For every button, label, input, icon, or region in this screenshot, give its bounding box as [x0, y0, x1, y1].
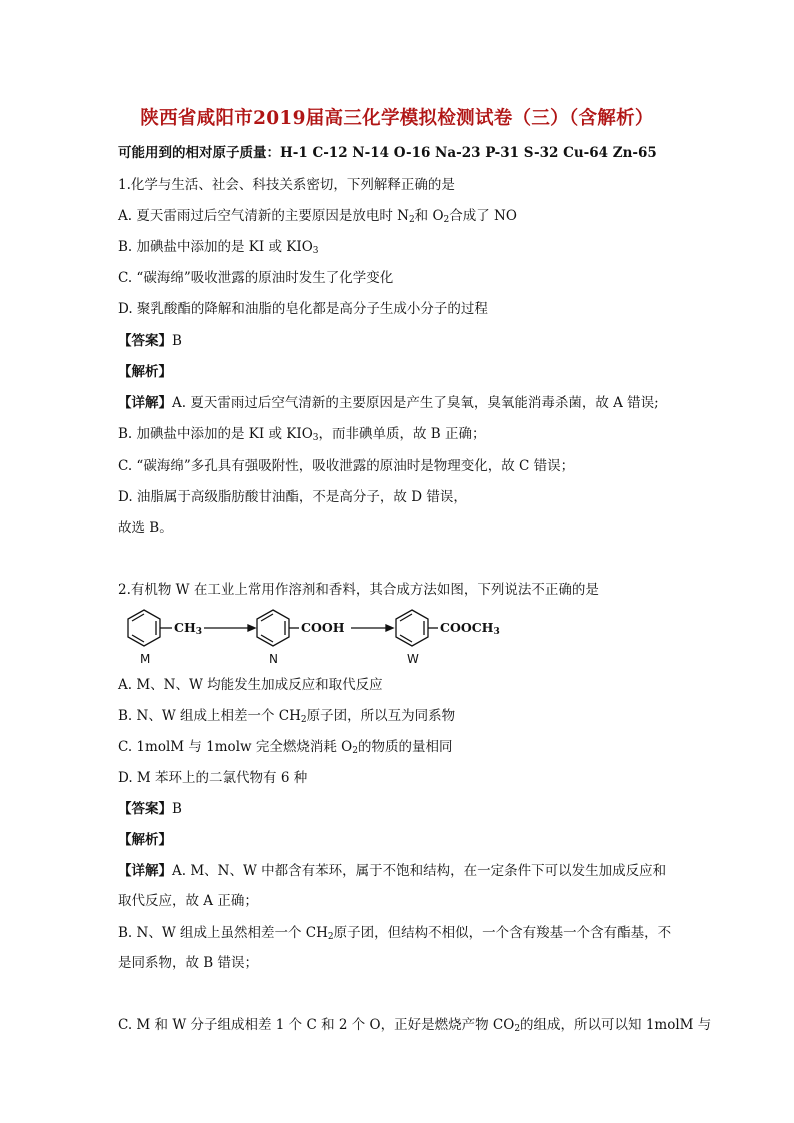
- atomic-mass-line: [118, 143, 657, 163]
- q2-explanation-a: [118, 856, 678, 916]
- subscript: 3: [312, 433, 319, 443]
- answer-value: B: [172, 801, 182, 817]
- answer-value: B: [172, 333, 182, 349]
- detail-tag: 【详解】: [118, 395, 172, 411]
- synthesis-scheme: [118, 606, 538, 666]
- atomic-mass-label: 可能用到的相对原子质量：: [118, 145, 280, 161]
- benzene-ring-w: [396, 610, 428, 646]
- q1-exp-a-text: A. 夏天雷雨过后空气清新的主要原因是产生了臭氧，臭氧能消毒杀菌，故 A 错误;: [172, 395, 659, 411]
- q2-explanation-c: [118, 1015, 711, 1035]
- q2-option-b: [118, 706, 455, 726]
- q2-option-b-text: B. N、W 组成上相差一个 CH: [118, 708, 301, 724]
- q1-conclusion: 故选 B。: [118, 520, 173, 536]
- q2-analysis-tag: 【解析】: [118, 832, 172, 848]
- q2-option-c: [118, 737, 452, 757]
- q1-explanation-b: [118, 424, 486, 444]
- subscript: 3: [312, 246, 319, 256]
- q2-exp-c-text: 的组成，所以可以知 1molM 与: [520, 1017, 712, 1033]
- detail-tag: 【详解】: [118, 863, 172, 879]
- q2-exp-b-text: B. N、W 组成上虽然相差一个 CH: [118, 925, 328, 941]
- q1-option-d: D. 聚乳酸酯的降解和油脂的皂化都是高分子生成小分子的过程: [118, 301, 488, 317]
- q1-analysis-tag: 【解析】: [118, 364, 172, 380]
- q1-option-c: C. “碳海绵”吸收泄露的原油时发生了化学变化: [118, 270, 394, 286]
- benzene-ring-m: [128, 610, 160, 646]
- q2-option-b-text: 原子团，所以互为同系物: [306, 708, 456, 724]
- q1-stem: 1.化学与生活、社会、科技关系密切，下列解释正确的是: [118, 177, 455, 193]
- q2-option-c-text: C. 1molM 与 1molw 完全燃烧消耗 O: [118, 739, 353, 755]
- subscript: 2: [327, 932, 334, 942]
- m-substituent: $CH_3$: [174, 620, 203, 637]
- subscript: 2: [408, 215, 415, 225]
- q1-exp-b-text: B. 加碘盐中添加的是 KI 或 KIO: [118, 426, 313, 442]
- q1-explanation-c: C. “碳海绵”多孔具有强吸附性，吸收泄露的原油时是物理变化，故 C 错误；: [118, 458, 575, 474]
- q1-option-b: [118, 237, 319, 257]
- q1-explanation-a: [118, 393, 659, 413]
- q2-option-d: D. M 苯环上的二氯代物有 6 种: [118, 770, 308, 786]
- subscript: 2: [300, 715, 307, 725]
- q2-explanation-b: [118, 918, 678, 978]
- q2-stem: 2.有机物 W 在工业上常用作溶剂和香料，其合成方法如图，下列说法不正确的是: [118, 582, 599, 598]
- q2-exp-b-text: 原子团，但结构不相似，一个含有羧基一个含有酯基，不是同系物，故 B 错误；: [118, 925, 672, 971]
- subscript: 2: [514, 1024, 521, 1034]
- q2-option-c-text: 的物质的量相同: [357, 739, 453, 755]
- q1-option-b-text: B. 加碘盐中添加的是 KI 或 KIO: [118, 239, 313, 255]
- molecule-label-w: W: [407, 652, 419, 666]
- q1-explanation-d: D. 油脂属于高级脂肪酸甘油酯，不是高分子，故 D 错误，: [118, 489, 467, 505]
- molecule-label-n: N: [269, 652, 278, 666]
- q1-option-a-text: 合成了 NO: [449, 208, 517, 224]
- answer-tag: 【答案】: [118, 801, 172, 817]
- q2-answer: [118, 799, 182, 819]
- n-substituent: COOH: [301, 620, 345, 635]
- benzene-ring-n: [257, 610, 289, 646]
- subscript: 2: [443, 215, 450, 225]
- synthesis-scheme-drawing: [118, 606, 538, 666]
- q2-option-a: A. M、N、W 均能发生加成反应和取代反应: [118, 677, 383, 693]
- w-substituent: $COOCH_3$: [440, 620, 500, 637]
- answer-tag: 【答案】: [118, 333, 172, 349]
- subscript: 2: [352, 746, 358, 756]
- q2-exp-c-text: C. M 和 W 分子组成相差 1 个 C 和 2 个 O，正好是燃烧产物 CO: [118, 1017, 515, 1033]
- molecule-label-m: M: [140, 652, 151, 666]
- q1-option-a-text: A. 夏天雷雨过后空气清新的主要原因是放电时 N: [118, 208, 409, 224]
- q1-option-a: [118, 206, 517, 226]
- q1-option-a-text: 和 O: [414, 208, 444, 224]
- atomic-mass-values: H-1 C-12 N-14 O-16 Na-23 P-31 S-32 Cu-64 Zn-65: [280, 145, 657, 161]
- q2-exp-a-text: A. M、N、W 中都含有苯环，属于不饱和结构，在一定条件下可以发生加成反应和取代反应，故 A 正确；: [118, 863, 667, 909]
- page-title: 陕西省咸阳市2019届高三化学模拟检测试卷（三）（含解析）: [140, 108, 654, 129]
- q1-answer: [118, 331, 182, 351]
- q1-exp-b-text: ，而非碘单质，故 B 正确；: [318, 426, 486, 442]
